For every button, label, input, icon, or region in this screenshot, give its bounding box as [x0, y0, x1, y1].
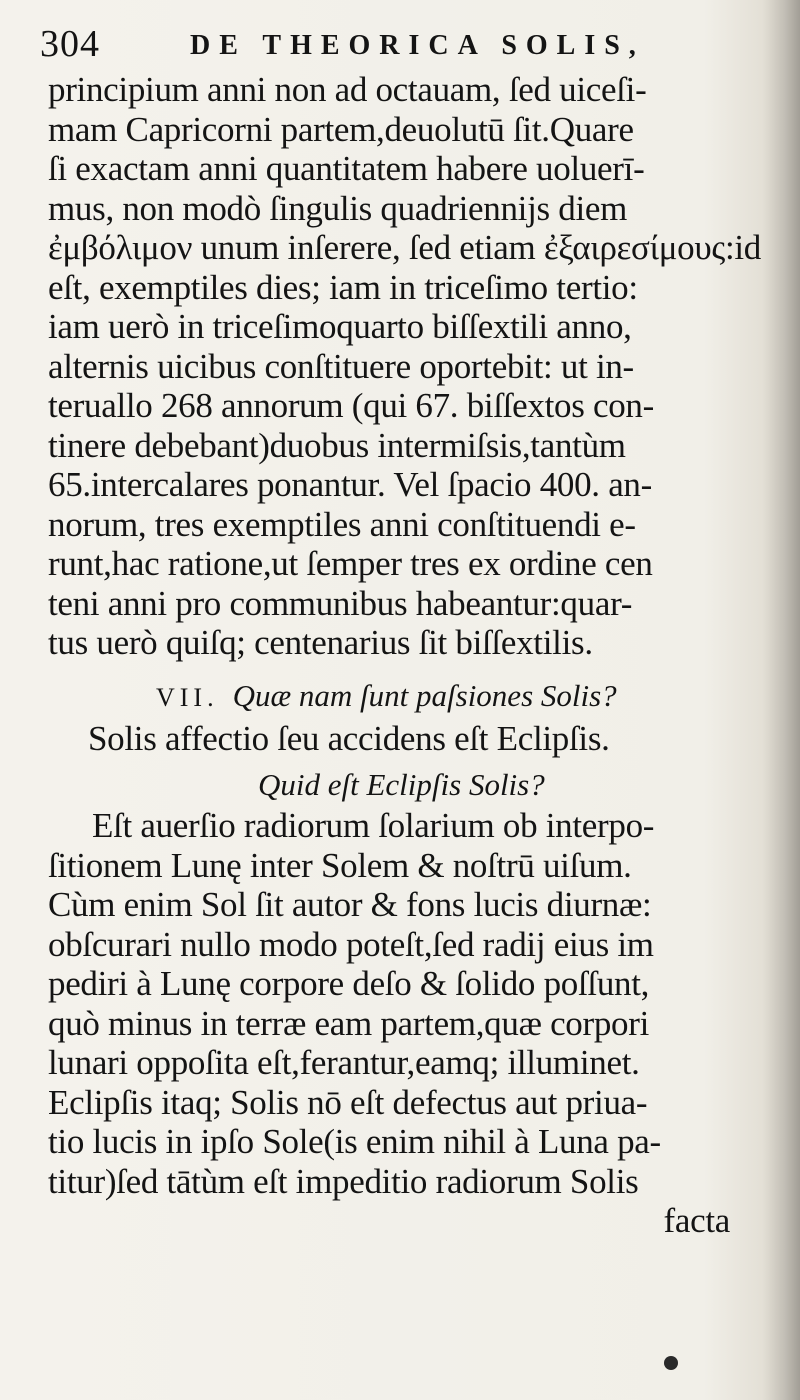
text-line: ſitionem Lunę inter Solem & noſtrū uiſum.: [48, 845, 632, 885]
text-line: principium anni non ad octauam, ſed uiceſi-: [48, 70, 647, 109]
page-header: [40, 18, 740, 66]
text-line: tinere debebant)duobus intermiſsis,tantùm: [48, 425, 626, 465]
question-heading-1: [48, 675, 768, 719]
text-line: tus uerò quiſq; centenarius ſit biſſextilis.: [48, 623, 593, 662]
page-number: 304: [40, 23, 100, 65]
text-line: teruallo 268 annorum (qui 67. biſſextos con-: [48, 386, 654, 425]
text-line: iam uerò in triceſimoquarto biſſextili anno,: [48, 307, 632, 346]
answer-line: Solis affectio ſeu accidens eſt Eclipſis.: [88, 718, 610, 758]
paragraph-1: [48, 70, 768, 663]
paragraph-2: [48, 806, 768, 1201]
text-line: ſi exactam anni quantitatem habere uoluerī-: [48, 149, 645, 188]
catchword: facta: [663, 1201, 730, 1240]
text-line: quò minus in terræ eam partem,quæ corpori: [48, 1003, 650, 1043]
text-line: Eclipſis itaq; Solis nō eſt defectus aut priua-: [48, 1082, 648, 1122]
text-line: mus, non modò ſingulis quadriennijs diem: [48, 188, 628, 228]
text-line: obſcurari nullo modo poteſt,ſed radij eius im: [48, 924, 654, 964]
text-line: eſt, exemptiles dies; iam in triceſimo tertio:: [48, 267, 638, 307]
text-line: titur)ſed tātùm eſt impeditio radiorum Solis: [48, 1161, 639, 1201]
text-line: Cùm enim Sol ſit autor & fons lucis diurnæ:: [48, 885, 652, 924]
body-text: [48, 70, 768, 1241]
ink-spot: [664, 1356, 678, 1370]
text-line: norum, tres exemptiles anni conſtituendi e-: [48, 504, 636, 544]
text-line: lunari oppoſita eſt,ferantur,eamq; illuminet.: [48, 1043, 640, 1082]
question-text: Quæ nam ſunt paſsiones Solis?: [232, 677, 617, 713]
text-line: 65.intercalares ponantur. Vel ſpacio 400. an-: [48, 465, 652, 504]
text-line: ἐμβόλιμον unum inſerere, ſed etiam ἐξαιρεσίμους:id: [48, 228, 762, 267]
text-line: Eſt auerſio radiorum ſolarium ob interpo-: [92, 806, 655, 845]
text-line: alternis uicibus conſtituere oportebit: ut in-: [48, 346, 634, 386]
text-line: mam Capricorni partem,deuolutū ſit.Quare: [48, 109, 634, 149]
text-line: runt,hac ratione,ut ſemper tres ex ordine cen: [48, 544, 653, 583]
question-heading-2: Quid eſt Eclipſis Solis?: [258, 767, 545, 802]
text-line: teni anni pro communibus habeantur:quar-: [48, 583, 633, 623]
chapter-numeral: VII.: [156, 682, 219, 712]
text-line: tio lucis in ipſo Sole(is enim nihil à Luna pa-: [48, 1122, 661, 1161]
running-title: DE THEORICA SOLIS,: [190, 30, 645, 61]
text-line: pediri à Lunę corpore deſo & ſolido poſſunt,: [48, 964, 650, 1003]
